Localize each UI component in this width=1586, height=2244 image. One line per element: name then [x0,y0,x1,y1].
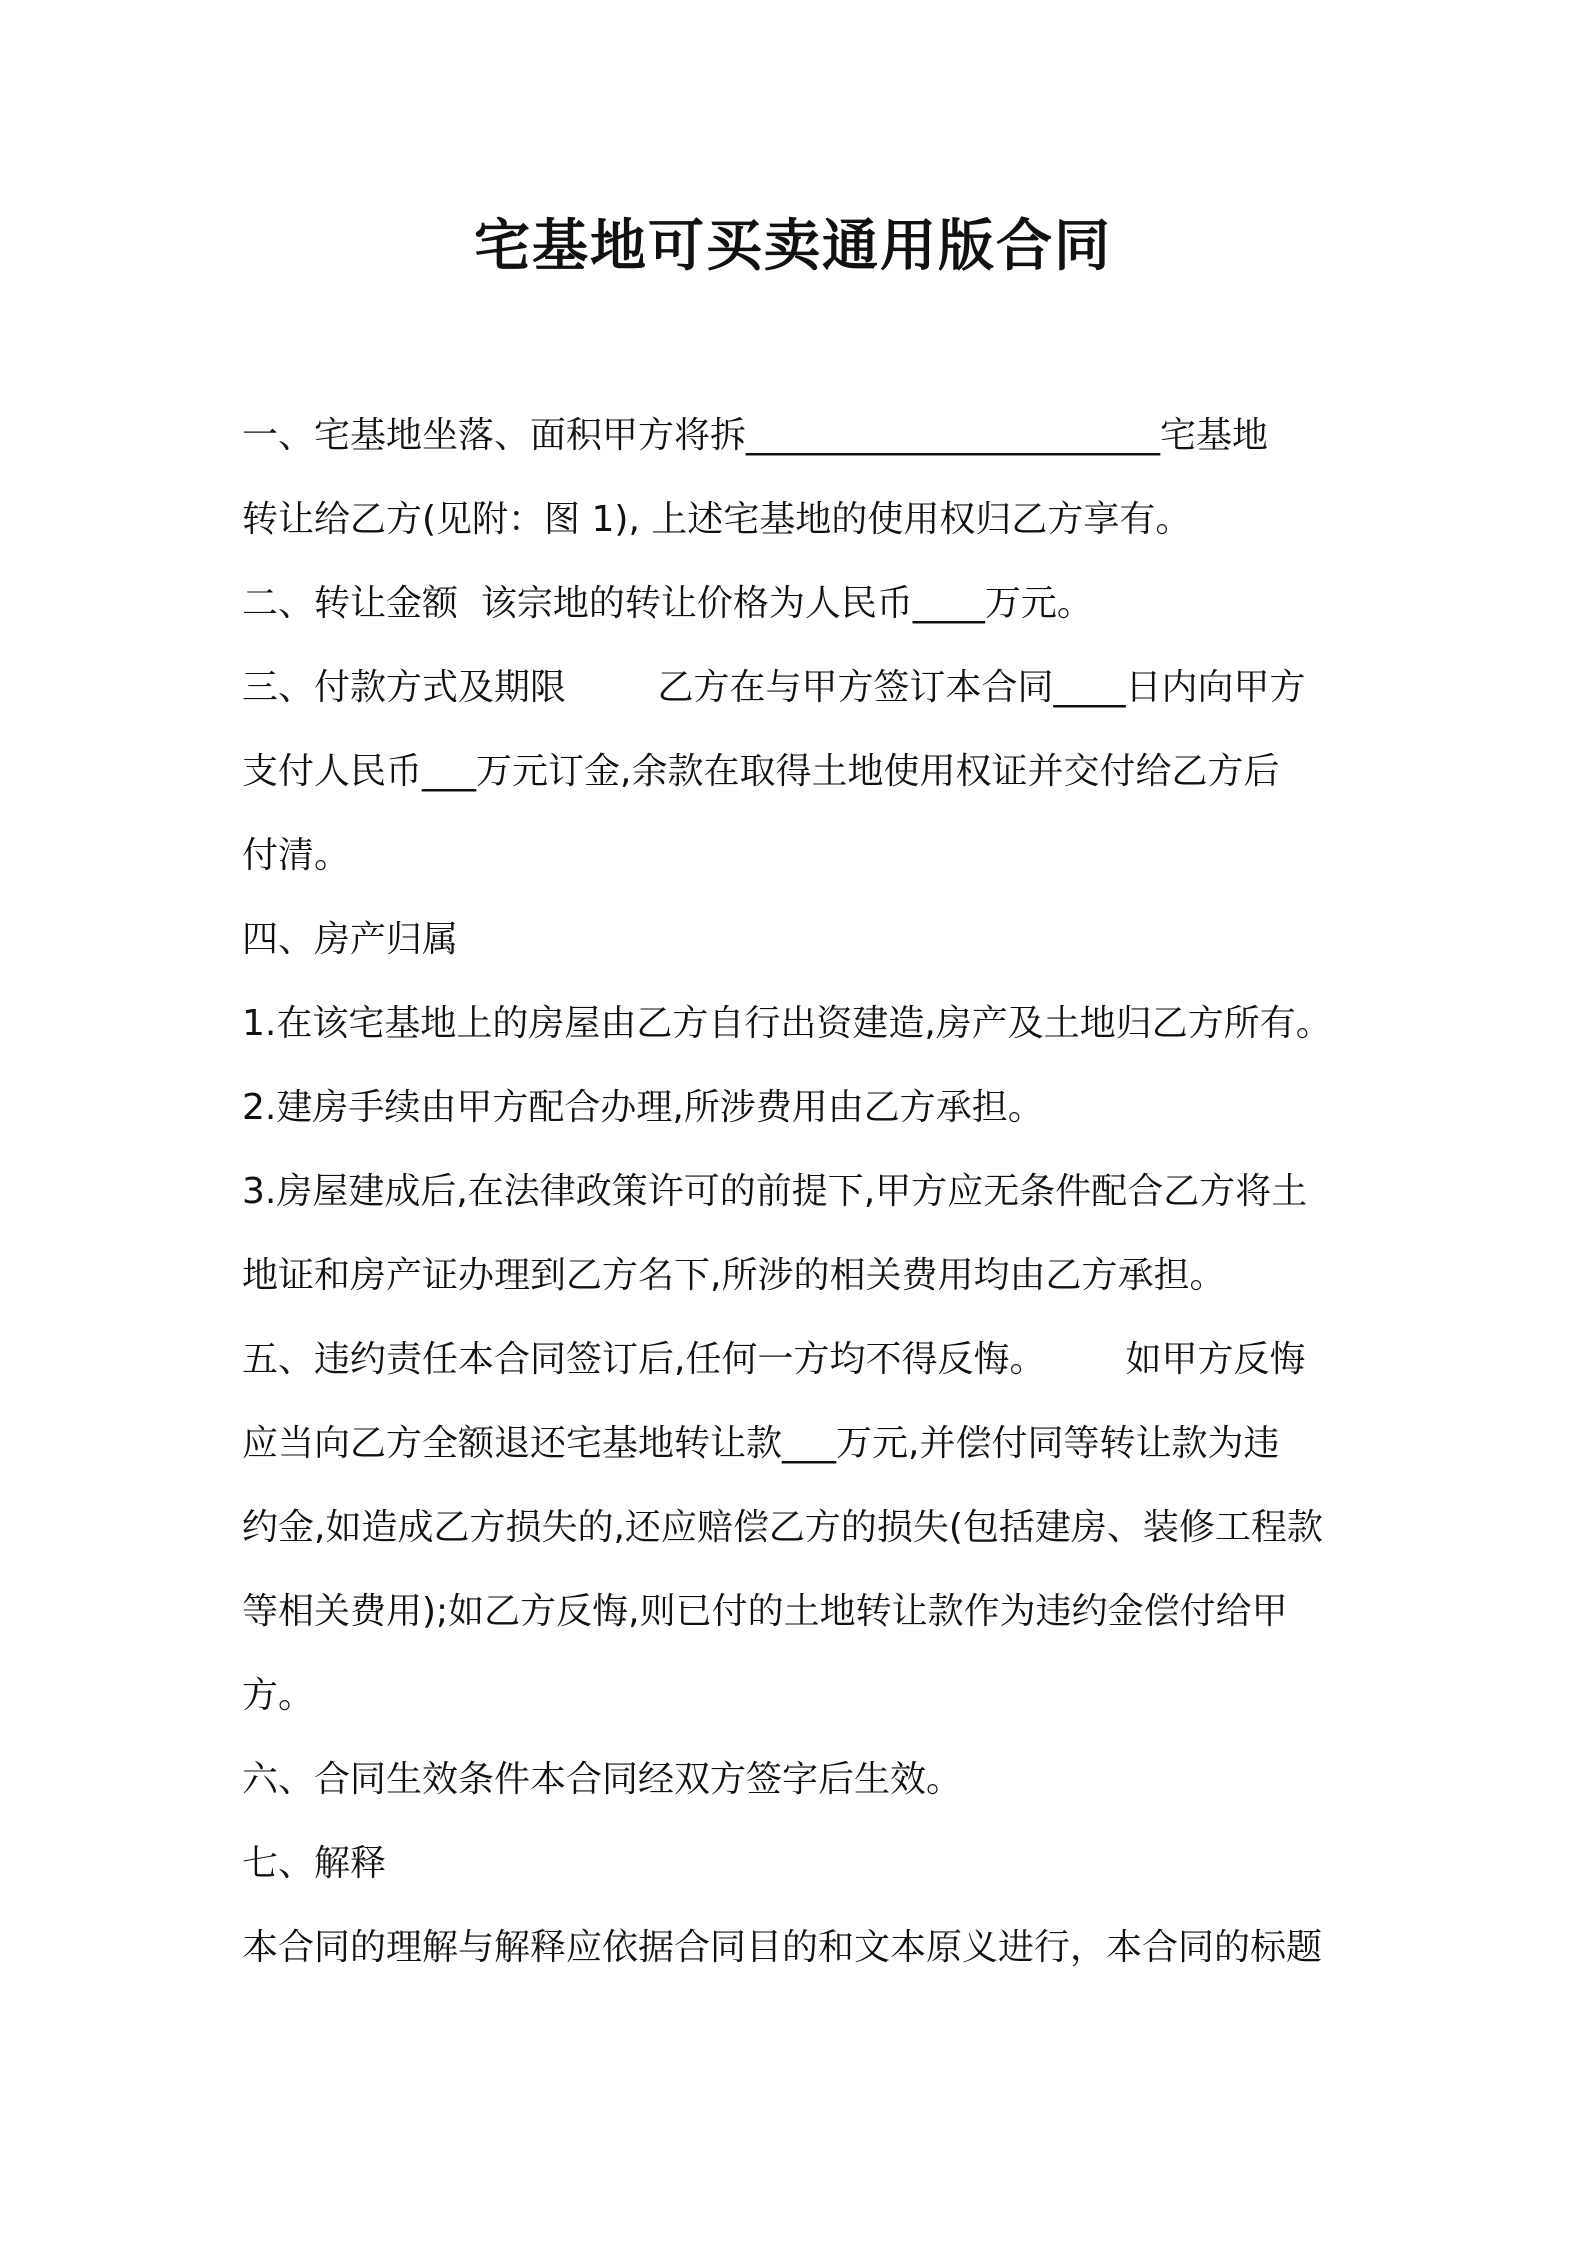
section-heading: 七、解释 [242,1843,387,1884]
text-line: 等相关费用);如乙方反悔,则已付的土地转让款作为违约金偿付给甲 [242,1591,1288,1632]
text-line: 五、违约责任本合同签订后,任何一方均不得反悔。 如甲方反悔 [242,1339,1306,1380]
text-line: 二、转让金额 该宗地的转让价格为人民币____万元。 [242,583,1093,624]
text-line: 本合同的理解与解释应依据合同目的和文本原义进行，本合同的标题 [242,1927,1323,1968]
text-line: 3.房屋建成后,在法律政策许可的前提下,甲方应无条件配合乙方将土 [242,1171,1308,1212]
text-line: 2.建房手续由甲方配合办理,所涉费用由乙方承担。 [242,1087,1044,1128]
text-line: 方。 [242,1675,315,1716]
text-line: 地证和房产证办理到乙方名下,所涉的相关费用均由乙方承担。 [242,1255,1226,1296]
text-line: 一、宅基地坐落、面积甲方将拆_______________________宅基地 [242,415,1269,456]
text-line: 约金,如造成乙方损失的,还应赔偿乙方的损失(包括建房、装修工程款 [242,1507,1323,1548]
text-line: 应当向乙方全额退还宅基地转让款___万元,并偿付同等转让款为违 [242,1423,1280,1464]
text-line: 付清。 [242,835,351,876]
text-line: 1.在该宅基地上的房屋由乙方自行出资建造,房产及土地归乙方所有。 [242,1003,1332,1044]
text-line: 六、合同生效条件本合同经双方签字后生效。 [242,1759,963,1800]
text-line: 转让给乙方(见附：图 1), 上述宅基地的使用权归乙方享有。 [242,499,1192,540]
document-title: 宅基地可买卖通用版合同 [474,214,1112,279]
section-heading: 四、房产归属 [242,919,459,960]
text-line: 三、付款方式及期限 乙方在与甲方签订本合同____日内向甲方 [242,667,1306,708]
text-line: 支付人民币___万元订金,余款在取得土地使用权证并交付给乙方后 [242,751,1280,792]
